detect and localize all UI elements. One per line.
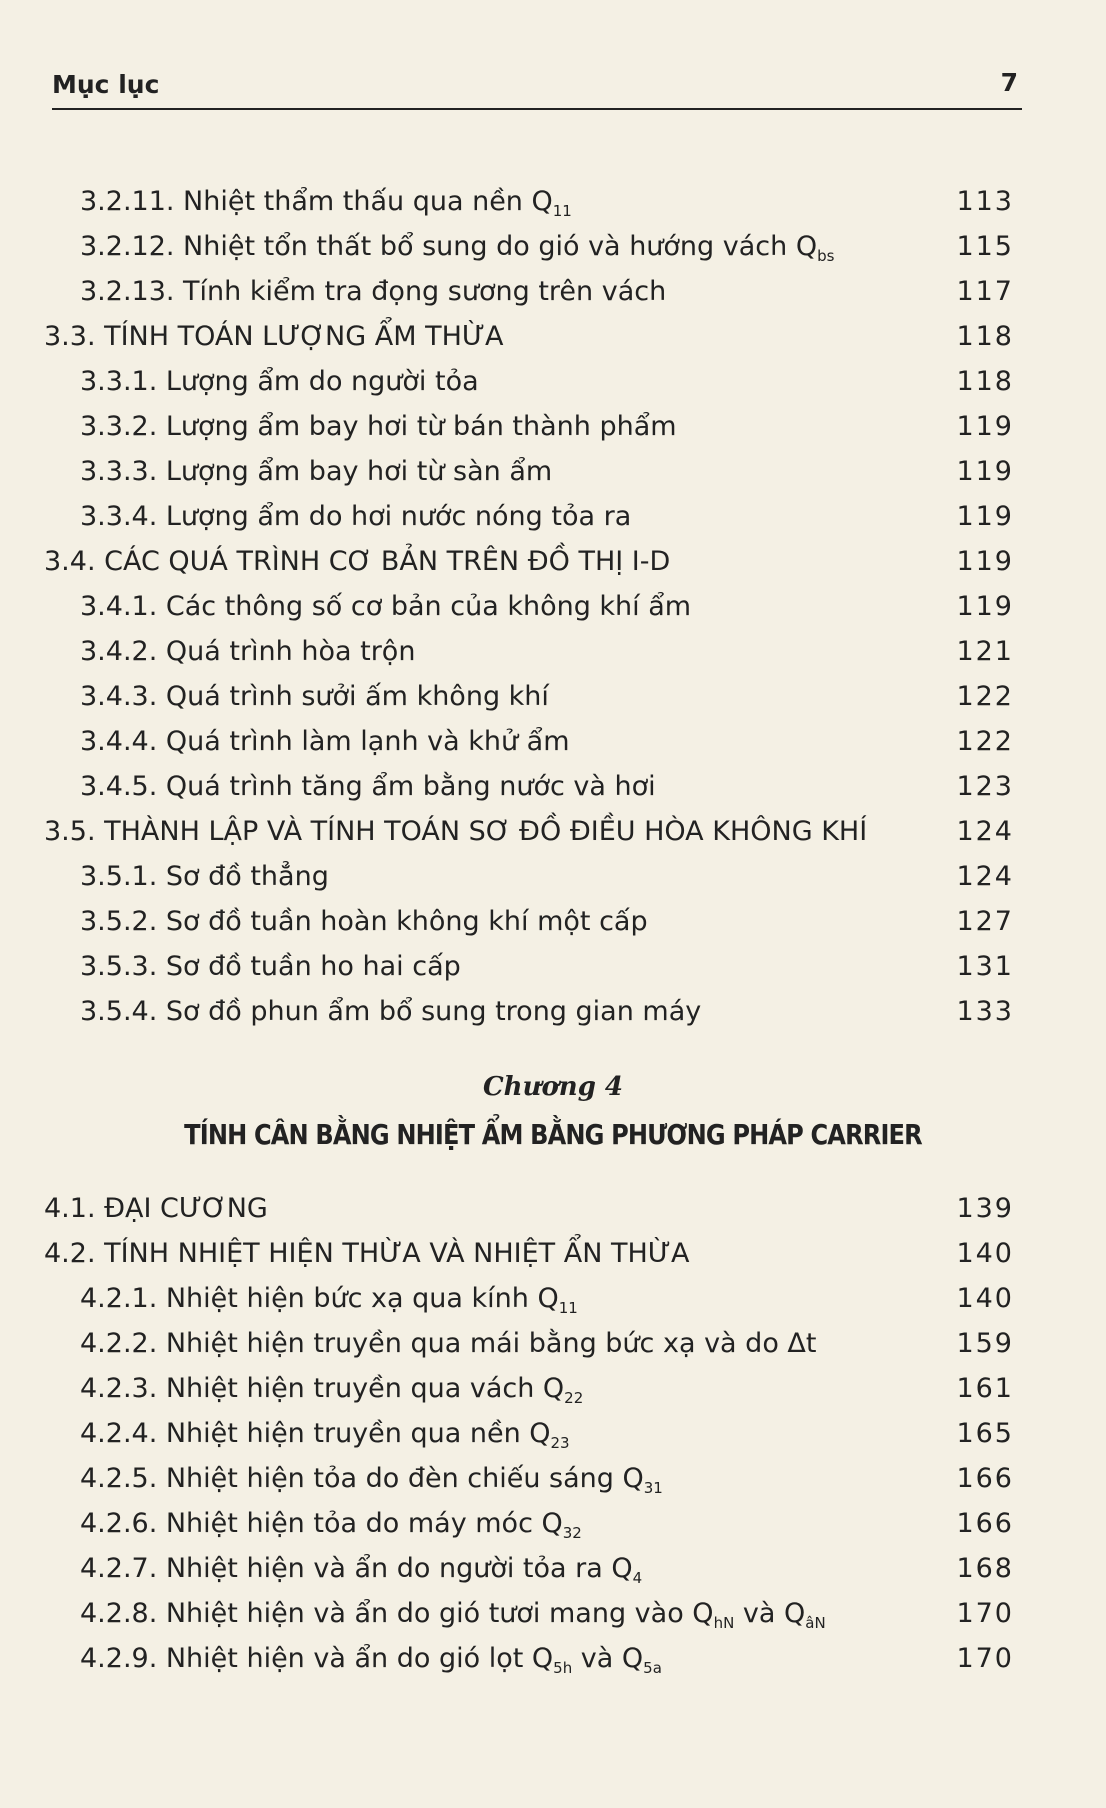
toc-entry [0, 180, 1106, 224]
toc-entry-title: 3.5.3. Sơ đồ tuần ho hai cấp [80, 951, 461, 982]
toc-entry-page: 159 [956, 1328, 1014, 1359]
toc-entry-page: 139 [956, 1193, 1014, 1224]
toc-entry-page: 131 [956, 951, 1014, 982]
page-header [52, 60, 1022, 110]
toc-entry-title: 3.4.1. Các thông số cơ bản của không khí ẩm [80, 591, 692, 622]
toc-entry-page: 166 [956, 1508, 1014, 1539]
toc-entry [0, 765, 1106, 809]
toc-entry-page: 118 [956, 321, 1014, 352]
toc-entry-page: 133 [956, 996, 1014, 1027]
toc-entry-page: 121 [956, 636, 1014, 667]
toc-entry-page: 113 [956, 186, 1014, 217]
toc-entry-title: 4.2.5. Nhiệt hiện tỏa do đèn chiếu sáng $Q_{31}$ [80, 1463, 663, 1497]
toc-entry-title: 3.3.4. Lượng ẩm do hơi nước nóng tỏa ra [80, 501, 632, 532]
toc-entry-page: 124 [956, 816, 1014, 847]
toc-entry-page: 119 [956, 411, 1014, 442]
toc-entry [0, 360, 1106, 404]
toc-entry-page: 127 [956, 906, 1014, 937]
toc-entry-title: 3.3.1. Lượng ẩm do người tỏa [80, 366, 479, 397]
toc-entry [0, 1502, 1106, 1546]
toc-entry-page: 161 [956, 1373, 1014, 1404]
toc-entry [0, 630, 1106, 674]
toc-entry [0, 540, 1106, 584]
toc-entry [0, 1547, 1106, 1591]
toc-entry [0, 810, 1106, 854]
toc-entry-title: 4.2.3. Nhiệt hiện truyền qua vách $Q_{22}$ [80, 1373, 584, 1407]
toc-entry-page: 140 [956, 1283, 1014, 1314]
toc-entry-page: 170 [956, 1643, 1014, 1674]
toc-entry [0, 1322, 1106, 1366]
toc-entry-title: 4.2.1. Nhiệt hiện bức xạ qua kính $Q_{11}$ [80, 1283, 578, 1317]
toc-entry-title: 3.4.3. Quá trình sưởi ấm không khí [80, 681, 549, 712]
toc-entry-title: 3.5.4. Sơ đồ phun ẩm bổ sung trong gian máy [80, 996, 702, 1027]
toc-entry [0, 585, 1106, 629]
toc-entry-page: 119 [956, 591, 1014, 622]
toc-entry [0, 1277, 1106, 1321]
toc-entry [0, 225, 1106, 269]
toc-entry-page: 115 [956, 231, 1014, 262]
toc-entry-title: 4.2.8. Nhiệt hiện và ẩn do gió tươi mang vào $Q_{hN}$ và $Q_{âN}$ [80, 1598, 826, 1632]
toc-entry [0, 405, 1106, 449]
toc-entry-title: 3.4.2. Quá trình hòa trộn [80, 636, 416, 667]
toc-entry-title: 4.2. TÍNH NHIỆT HIỆN THỪA VÀ NHIỆT ẨN THỪA [44, 1238, 690, 1269]
toc-entry-title: 3.2.12. Nhiệt tổn thất bổ sung do gió và hướng vách $Q_{bs}$ [80, 231, 835, 265]
toc-entry-title: 4.2.9. Nhiệt hiện và ẩn do gió lọt $Q_{5h}$ và $Q_{5a}$ [80, 1643, 662, 1677]
toc-entry-page: 119 [956, 501, 1014, 532]
toc-entry-title: 3.3.2. Lượng ẩm bay hơi từ bán thành phẩm [80, 411, 677, 442]
toc-entry-page: 123 [956, 771, 1014, 802]
toc-entry-page: 140 [956, 1238, 1014, 1269]
toc-entry [0, 945, 1106, 989]
toc-entry-title: 3.4.4. Quá trình làm lạnh và khử ẩm [80, 726, 570, 757]
header-title: Mục lục [52, 70, 160, 99]
toc-entry [0, 270, 1106, 314]
toc-entry-title: 3.5.2. Sơ đồ tuần hoàn không khí một cấp [80, 906, 648, 937]
toc-entry-title: 4.2.7. Nhiệt hiện và ẩn do người tỏa ra $Q_4$ [80, 1553, 643, 1587]
toc-entry [0, 450, 1106, 494]
toc-entry-page: 166 [956, 1463, 1014, 1494]
toc-entry-title: 3.3. TÍNH TOÁN LƯỢNG ẨM THỪA [44, 321, 504, 352]
toc-entry-page: 170 [956, 1598, 1014, 1629]
toc-entry-title: 4.2.2. Nhiệt hiện truyền qua mái bằng bức xạ và do Δt [80, 1328, 817, 1359]
toc-entry-title: 3.5. THÀNH LẬP VÀ TÍNH TOÁN SƠ ĐỒ ĐIỀU HÒA KHÔNG KHÍ [44, 816, 868, 847]
toc-entry-title: 3.2.11. Nhiệt thẩm thấu qua nền $Q_{11}$ [80, 186, 572, 220]
toc-entry-title: 3.2.13. Tính kiểm tra đọng sương trên vách [80, 276, 667, 307]
toc-entry-page: 124 [956, 861, 1014, 892]
toc-entry [0, 495, 1106, 539]
toc-entry-title: 3.3.3. Lượng ẩm bay hơi từ sàn ẩm [80, 456, 553, 487]
toc-entry [0, 315, 1106, 359]
toc-entry [0, 900, 1106, 944]
toc-entry-title: 3.4.5. Quá trình tăng ẩm bằng nước và hơi [80, 771, 656, 802]
toc-entry [0, 1637, 1106, 1681]
toc-entry-title: 4.1. ĐẠI CƯƠNG [44, 1193, 268, 1224]
toc-entry [0, 675, 1106, 719]
toc-entry-page: 117 [956, 276, 1014, 307]
toc-entry-page: 122 [956, 681, 1014, 712]
toc-entry-title: 4.2.4. Nhiệt hiện truyền qua nền $Q_{23}$ [80, 1418, 570, 1452]
toc-entry [0, 1187, 1106, 1231]
toc-entry [0, 855, 1106, 899]
toc-entry-page: 168 [956, 1553, 1014, 1584]
toc-entry-page: 119 [956, 546, 1014, 577]
chapter-title: TÍNH CÂN BẰNG NHIỆT ẨM BẰNG PHƯƠNG PHÁP CARRIER [184, 1118, 922, 1151]
toc-entry [0, 1592, 1106, 1636]
toc-entry-page: 119 [956, 456, 1014, 487]
toc-entry [0, 990, 1106, 1034]
chapter-label: Chương 4 [482, 1072, 624, 1102]
page-number: 7 [1000, 68, 1018, 97]
toc-entry [0, 1457, 1106, 1501]
toc-entry-title: 3.5.1. Sơ đồ thẳng [80, 861, 329, 892]
toc-entry [0, 1412, 1106, 1456]
toc-entry [0, 720, 1106, 764]
toc-entry-page: 118 [956, 366, 1014, 397]
toc-entry-page: 122 [956, 726, 1014, 757]
toc-entry-title: 4.2.6. Nhiệt hiện tỏa do máy móc $Q_{32}$ [80, 1508, 582, 1542]
toc-entry-page: 165 [956, 1418, 1014, 1449]
toc-entry-title: 3.4. CÁC QUÁ TRÌNH CƠ BẢN TRÊN ĐỒ THỊ I-D [44, 546, 671, 577]
toc-entry [0, 1232, 1106, 1276]
toc-entry [0, 1367, 1106, 1411]
